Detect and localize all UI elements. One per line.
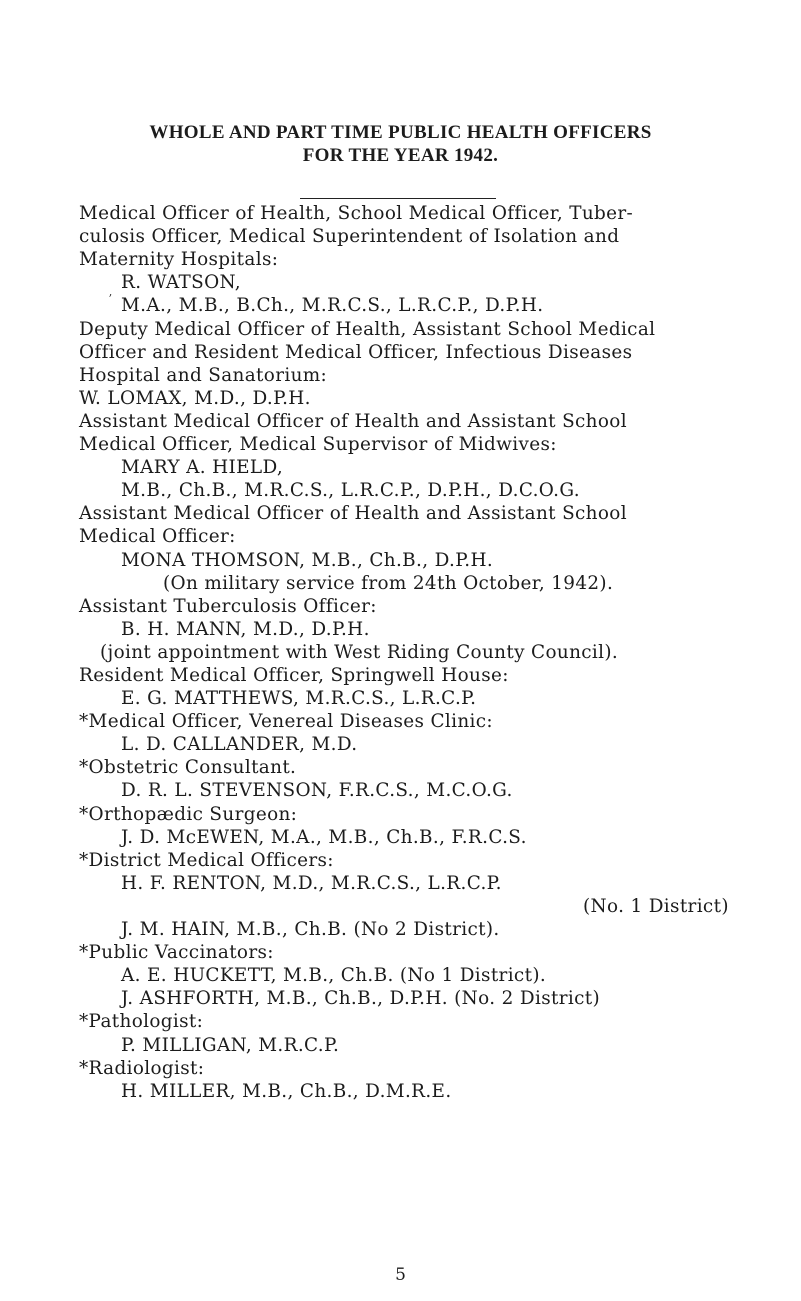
page-number: 5 bbox=[395, 1265, 406, 1285]
text-line: Medical Officer, Medical Supervisor of Midwives: bbox=[79, 434, 557, 455]
title-divider bbox=[300, 198, 496, 199]
text-line: Resident Medical Officer, Springwell House: bbox=[79, 665, 509, 686]
officer-qualifications: M.A., M.B., B.Ch., M.R.C.S., L.R.C.P., D.P.H. bbox=[121, 295, 544, 316]
document-title: WHOLE AND PART TIME PUBLIC HEALTH OFFICERS bbox=[149, 122, 652, 143]
note-line: (On military service from 24th October, 1942). bbox=[163, 573, 614, 594]
officer-name: D. R. L. STEVENSON, F.R.C.S., M.C.O.G. bbox=[121, 780, 513, 801]
officer-name: L. D. CALLANDER, M.D. bbox=[121, 734, 358, 755]
officer-name: B. H. MANN, M.D., D.P.H. bbox=[121, 619, 370, 640]
text-line: Hospital and Sanatorium: bbox=[79, 365, 328, 386]
officer-qualifications: M.B., Ch.B., M.R.C.S., L.R.C.P., D.P.H., D.C.O.G. bbox=[121, 480, 580, 501]
officer-name: E. G. MATTHEWS, M.R.C.S., L.R.C.P. bbox=[121, 688, 477, 709]
officer-name: H. F. RENTON, M.D., M.R.C.S., L.R.C.P. bbox=[121, 873, 502, 894]
text-line: *District Medical Officers: bbox=[79, 850, 334, 871]
text-line: Medical Officer of Health, School Medical Officer, Tuber- bbox=[79, 203, 634, 224]
officer-name: MARY A. HIELD, bbox=[121, 457, 284, 478]
text-line: *Orthopædic Surgeon: bbox=[79, 804, 298, 825]
text-line: Assistant Tuberculosis Officer: bbox=[79, 596, 377, 617]
text-line: Deputy Medical Officer of Health, Assistant School Medical bbox=[79, 319, 656, 340]
text-line: Assistant Medical Officer of Health and Assistant School bbox=[79, 503, 627, 524]
text-line: Medical Officer: bbox=[79, 526, 236, 547]
stray-mark: ʼ bbox=[108, 292, 112, 306]
officer-name: J. M. HAIN, M.B., Ch.B. (No 2 District). bbox=[121, 919, 500, 940]
officer-name: H. MILLER, M.B., Ch.B., D.M.R.E. bbox=[121, 1081, 452, 1102]
text-line: *Medical Officer, Venereal Diseases Clinic: bbox=[79, 711, 493, 732]
note-line: (joint appointment with West Riding County Council). bbox=[100, 642, 619, 663]
officer-name: J. D. McEWEN, M.A., M.B., Ch.B., F.R.C.S. bbox=[121, 827, 527, 848]
document-subtitle: FOR THE YEAR 1942. bbox=[302, 145, 499, 166]
officer-name: W. LOMAX, M.D., D.P.H. bbox=[79, 388, 311, 409]
officer-name: A. E. HUCKETT, M.B., Ch.B. (No 1 District). bbox=[121, 965, 547, 986]
text-line: *Obstetric Consultant. bbox=[79, 757, 297, 778]
text-line: *Radiologist: bbox=[79, 1058, 205, 1079]
text-line: *Pathologist: bbox=[79, 1011, 204, 1032]
officer-name: R. WATSON, bbox=[121, 272, 242, 293]
officer-name: MONA THOMSON, M.B., Ch.B., D.P.H. bbox=[121, 550, 494, 571]
text-line: Assistant Medical Officer of Health and Assistant School bbox=[79, 411, 627, 432]
text-line: *Public Vaccinators: bbox=[79, 942, 274, 963]
text-line: Officer and Resident Medical Officer, Infectious Diseases bbox=[79, 342, 633, 363]
text-line: culosis Officer, Medical Superintendent of Isolation and bbox=[79, 226, 620, 247]
officer-name: P. MILLIGAN, M.R.C.P. bbox=[121, 1035, 340, 1056]
note-line: (No. 1 District) bbox=[583, 896, 729, 917]
text-line: Maternity Hospitals: bbox=[79, 249, 279, 270]
officer-name: J. ASHFORTH, M.B., Ch.B., D.P.H. (No. 2 District) bbox=[121, 988, 601, 1009]
